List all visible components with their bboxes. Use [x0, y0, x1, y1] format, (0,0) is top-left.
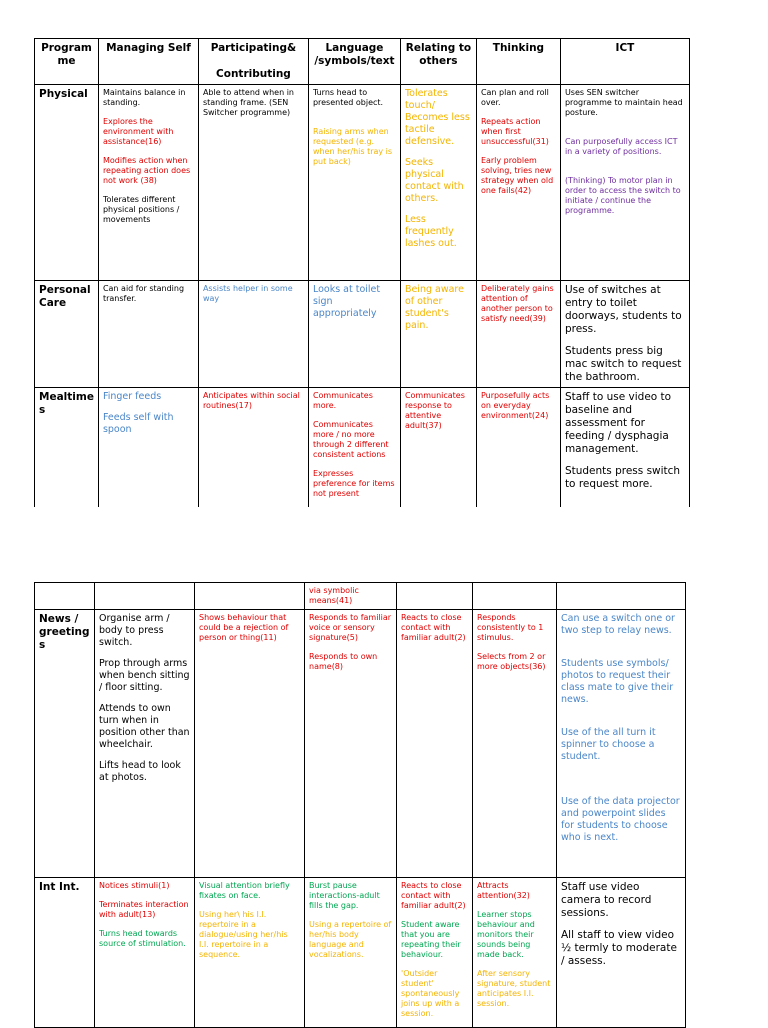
cell-paragraph: Student aware that you are repeating their behaviour.	[401, 920, 461, 959]
row-personal-care	[35, 281, 690, 388]
cell-paragraph: Seeks physical contact with others.	[404, 157, 464, 204]
header-row	[35, 39, 690, 85]
cell-managing-self	[98, 388, 198, 507]
cell-paragraph: Maintains balance in standing.	[102, 88, 186, 107]
cell-paragraph: Responds to own name(8)	[309, 652, 378, 671]
programme-name: Mealtime s	[39, 391, 94, 416]
cell-ict	[557, 878, 686, 1028]
cell-relating	[400, 388, 476, 507]
cell-paragraph: Being aware of other student's pain.	[404, 284, 464, 331]
cell-paragraph: Feeds self with spoon	[102, 412, 174, 435]
header-programme: Program me	[35, 39, 99, 85]
cell-paragraph: Reacts to close contact with familiar adult(2)	[401, 613, 466, 642]
cell-language	[305, 878, 397, 1028]
cell-thinking	[476, 85, 560, 281]
cell-language	[308, 388, 400, 507]
curriculum-table-page-1	[34, 38, 690, 507]
cell-paragraph: Modifies action when repeating action does not work (38)	[102, 156, 191, 185]
cell-participating	[195, 610, 305, 878]
header-language: Language /symbols/text	[308, 39, 400, 85]
cell-thinking	[476, 388, 560, 507]
cell-paragraph: Deliberately gains attention of another person to satisfy need(39)	[480, 284, 554, 323]
row-label	[35, 85, 99, 281]
cell-paragraph: Using a repertoire of her/his body language and vocalizations.	[309, 920, 392, 959]
cell-paragraph: Organise arm / body to press switch.	[99, 613, 170, 648]
cell-paragraph: Use of the all turn it spinner to choose a student.	[561, 727, 656, 762]
continuation-cell-4	[397, 583, 473, 610]
cell-paragraph: Looks at toilet sign appropriately	[312, 284, 381, 319]
cell-ict	[557, 610, 686, 878]
cell-paragraph: Students press switch to request more.	[564, 465, 681, 490]
cell-thinking	[473, 610, 557, 878]
cell-participating	[198, 281, 308, 388]
cell-paragraph: Tolerates touch/ Becomes less tactile defensive.	[404, 88, 470, 147]
cell-paragraph: Less frequently lashes out.	[404, 214, 457, 249]
programme-name: News / greeting s	[39, 613, 90, 651]
cell-paragraph: Communicates more.	[312, 391, 373, 410]
cell-relating	[397, 610, 473, 878]
cell-paragraph: Repeats action when first unsuccessful(31)	[480, 117, 549, 146]
cell-managing-self	[95, 610, 195, 878]
cell-paragraph: After sensory signature, student anticipates I.I. session.	[477, 969, 551, 1008]
cell-paragraph: Communicates more / no more through 2 different consistent actions	[312, 420, 389, 459]
cell-paragraph: Can plan and roll over.	[480, 88, 549, 107]
row-intensive-interaction	[35, 878, 686, 1028]
header-ict: ICT	[560, 39, 689, 85]
cell-paragraph: Learner stops behaviour and monitors their sounds being made back.	[477, 910, 535, 959]
cell-thinking	[476, 281, 560, 388]
cell-paragraph: Responds to familiar voice or sensory signature(5)	[309, 613, 392, 642]
cell-paragraph: Assists helper in some way	[202, 284, 293, 303]
cell-paragraph: Reacts to close contact with familiar adult(2)	[401, 881, 466, 910]
cell-paragraph: Responds consistently to 1 stimulus.	[477, 613, 544, 642]
cell-ict	[560, 85, 689, 281]
row-label	[35, 610, 95, 878]
cell-paragraph: Notices stimuli(1)	[99, 881, 170, 890]
cell-relating	[400, 85, 476, 281]
cell-paragraph: Attracts attention(32)	[477, 881, 530, 900]
row-news-greetings	[35, 610, 686, 878]
cell-managing-self	[95, 878, 195, 1028]
cell-managing-self	[98, 85, 198, 281]
cell-paragraph: Able to attend when in standing frame. (SEN Switcher programme)	[202, 88, 294, 117]
cell-paragraph: Lifts head to look at photos.	[99, 760, 181, 783]
cell-paragraph: Burst pause interactions-adult fills the gap.	[309, 881, 380, 910]
row-label	[35, 878, 95, 1028]
cell-paragraph: Staff use video camera to record sessions.	[561, 881, 652, 919]
cell-paragraph: All staff to view video ½ termly to moderate / assess.	[561, 929, 677, 967]
row-physical	[35, 85, 690, 281]
continuation-row	[35, 583, 686, 610]
cell-paragraph: Students press big mac switch to request the bathroom.	[564, 345, 682, 383]
programme-name: Int Int.	[39, 881, 80, 893]
cell-paragraph: Using her\ his I.I. repertoire in a dialogue/using her/his I.I. repertoire in a sequence.	[199, 910, 288, 959]
cell-paragraph: Expresses preference for items not present	[312, 469, 395, 498]
continuation-cell-6	[557, 583, 686, 610]
cell-paragraph: Uses SEN switcher programme to maintain head posture.	[564, 88, 683, 117]
cell-paragraph: Raising arms when requested (e.g. when her/his tray is put back)	[312, 127, 393, 166]
header-relating: Relating to others	[400, 39, 476, 85]
cell-relating	[400, 281, 476, 388]
row-mealtimes	[35, 388, 690, 507]
cell-language	[308, 281, 400, 388]
cell-participating	[198, 388, 308, 507]
cell-participating	[195, 878, 305, 1028]
continuation-cell-3: via symbolic means(41)	[305, 583, 397, 610]
cell-paragraph: Use of switches at entry to toilet doorways, students to press.	[564, 284, 682, 335]
cell-paragraph: Can use a switch one or two step to relay news.	[561, 613, 675, 636]
cell-paragraph: Anticipates within social routines(17)	[202, 391, 300, 410]
cell-participating	[198, 85, 308, 281]
cell-paragraph: Terminates interaction with adult(13)	[99, 900, 189, 919]
cell-paragraph: Finger feeds	[102, 391, 162, 402]
cell-paragraph: Attends to own turn when in position other than wheelchair.	[99, 703, 190, 750]
cell-language	[308, 85, 400, 281]
cell-paragraph: (Thinking) To motor plan in order to access the switch to initiate / continue the programme.	[564, 176, 681, 215]
cell-paragraph: Explores the environment with assistance(16)	[102, 117, 174, 146]
continuation-cell-1	[95, 583, 195, 610]
cell-paragraph: Can aid for standing transfer.	[102, 284, 185, 303]
cell-managing-self	[98, 281, 198, 388]
cell-language	[305, 610, 397, 878]
programme-name: Physical	[39, 88, 88, 100]
cell-paragraph: Purposefully acts on everyday environment(24)	[480, 391, 550, 420]
cell-paragraph: Can purposefully access ICT in a variety of positions.	[564, 137, 678, 156]
cell-thinking	[473, 878, 557, 1028]
continuation-cell-5	[473, 583, 557, 610]
cell-paragraph: Tolerates different physical positions / movements	[102, 195, 180, 224]
cell-ict	[560, 388, 689, 507]
row-label	[35, 388, 99, 507]
cell-ict	[560, 281, 689, 388]
continuation-cell-2	[195, 583, 305, 610]
curriculum-table-page-2	[34, 582, 686, 1028]
header-participating: Participating& Contributing	[198, 39, 308, 85]
cell-paragraph: Staff to use video to baseline and assessment for feeding / dysphagia management.	[564, 391, 672, 455]
cell-paragraph: 'Outsider student' spontaneously joins up with a session.	[401, 969, 460, 1018]
cell-paragraph: Students use symbols/ photos to request their class mate to give their news.	[561, 658, 674, 705]
cell-paragraph: Selects from 2 or more objects(36)	[477, 652, 546, 671]
programme-name: Personal Care	[39, 284, 91, 309]
cell-paragraph: Turns head towards source of stimulation.	[99, 929, 186, 948]
header-thinking: Thinking	[476, 39, 560, 85]
cell-relating	[397, 878, 473, 1028]
cell-paragraph: Turns head to presented object.	[312, 88, 384, 107]
cell-paragraph: Communicates response to attentive adult(37)	[404, 391, 465, 430]
cell-paragraph: Use of the data projector and powerpoint slides for students to choose who is next.	[561, 796, 680, 843]
cell-paragraph: Prop through arms when bench sitting / floor sitting.	[99, 658, 190, 693]
row-label	[35, 281, 99, 388]
cell-paragraph: Early problem solving, tries new strategy when old one fails(42)	[480, 156, 554, 195]
cell-paragraph: Shows behaviour that could be a rejection of person or thing(11)	[199, 613, 289, 642]
cell-paragraph: Visual attention briefly fixates on face.	[199, 881, 290, 900]
continuation-cell-0	[35, 583, 95, 610]
header-managing-self: Managing Self	[98, 39, 198, 85]
